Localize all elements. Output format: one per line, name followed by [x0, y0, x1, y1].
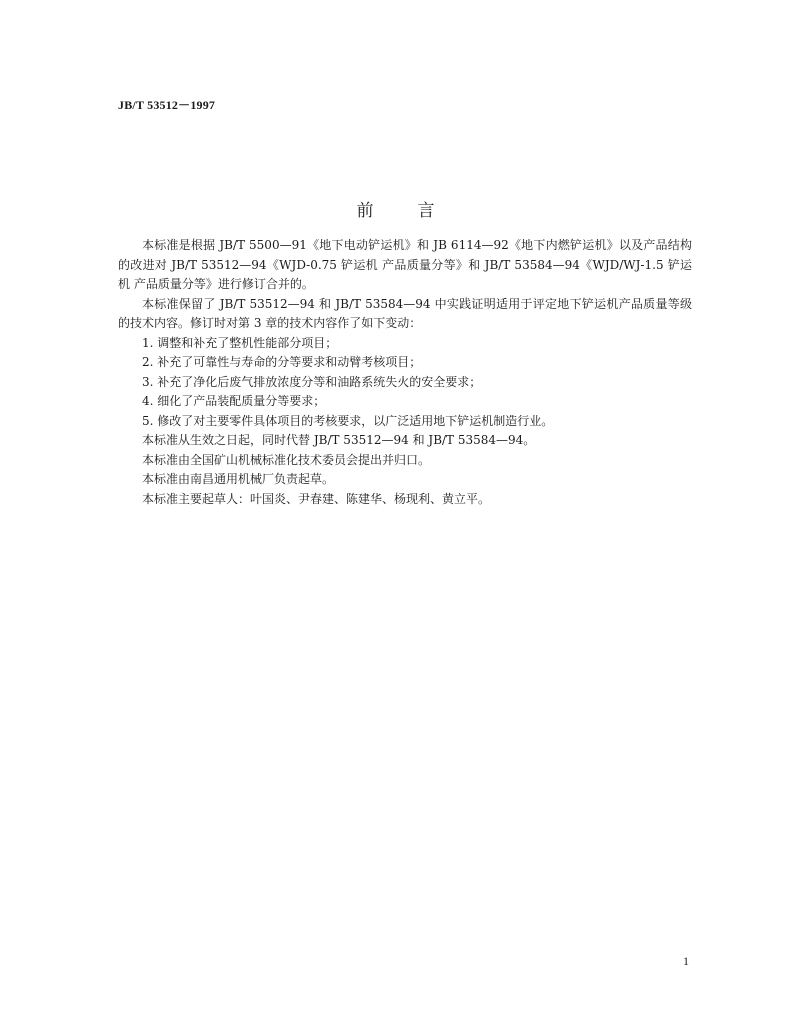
paragraph-drafter-org: 本标准由南昌通用机械厂负责起草。 — [142, 472, 335, 486]
document-code: JB/T 53512－1997 — [118, 98, 216, 112]
change-item-4: 4. 细化了产品装配质量分等要求； — [142, 394, 326, 408]
page-number: 1 — [683, 954, 689, 968]
paragraph-effective: 本标准从生效之日起，同时代替 JB/T 53512—94 和 JB/T 53584—94。 — [142, 433, 536, 447]
change-item-1: 1. 调整和补充了整机性能部分项目； — [142, 335, 338, 350]
paragraph-drafters: 本标准主要起草人：叶国炎、尹春建、陈建华、杨现利、黄立平。 — [142, 491, 491, 506]
change-item-2: 2. 补充了可靠性与寿命的分等要求和动臂考核项目； — [142, 355, 422, 369]
paragraph-retained-content: 本标准保留了 JB/T 53512—94 和 JB/T 53584—94 中实践证明适用于评定地下铲运机产品质量等级的技术内容。修订时对第 3 章的技术内容作了如下变动： — [118, 296, 692, 330]
paragraph-basis: 本标准是根据 JB/T 5500—91《地下电动铲运机》和 JB 6114—92《地下内燃铲运机》以及产品结构的改进对 JB/T 53512—94《WJD-0.75 铲运机 产品质量分等》和 JB/T 53584—94《WJD/WJ-1.5 铲运机 产品质量分等》进行修订合并的。 — [118, 238, 692, 291]
page-title: 前言 — [356, 201, 479, 221]
change-item-5: 5. 修改了对主要零件具体项目的考核要求，以广泛适用地下铲运机制造行业。 — [142, 413, 554, 428]
paragraph-proposer: 本标准由全国矿山机械标准化技术委员会提出并归口。 — [142, 452, 431, 467]
change-item-3: 3. 补充了净化后废气排放浓度分等和油路系统失火的安全要求； — [142, 374, 482, 389]
foreword-body — [118, 236, 692, 509]
